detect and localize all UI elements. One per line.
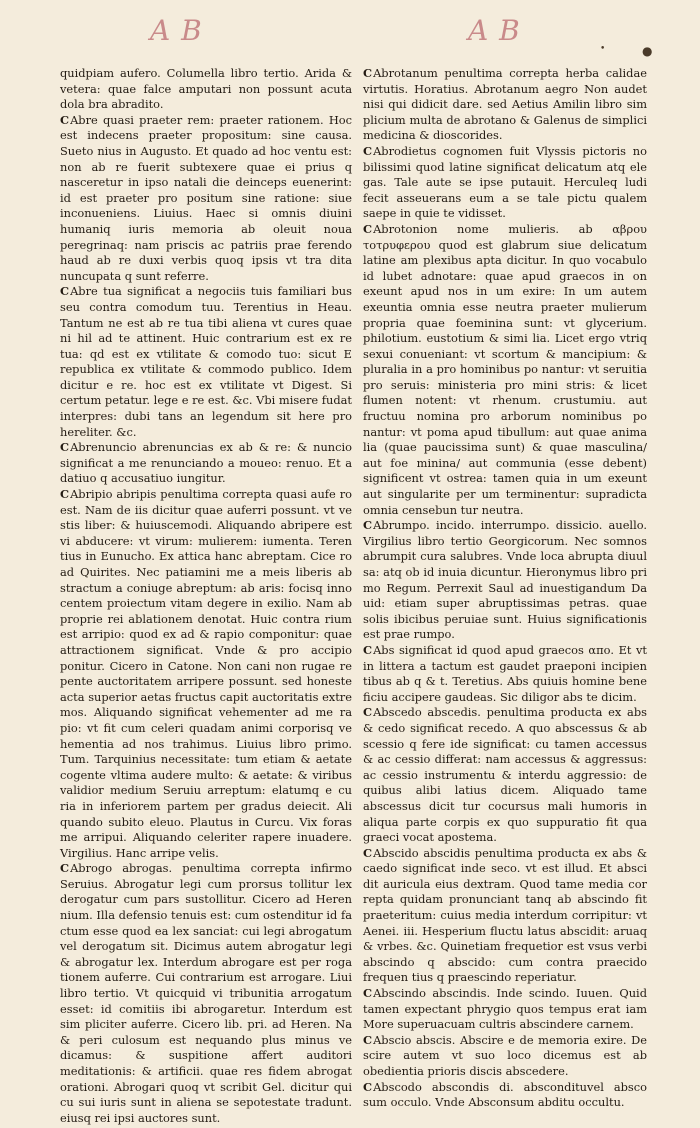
right-column (363, 66, 647, 1111)
paragraph-mark-icon: C (363, 986, 372, 1001)
paragraph: C Abscio abscis. Abscire e de memoria exire. De scire autem vt suo loco dicemus est ab obedientia prioris discis abscedere. (363, 1032, 647, 1078)
paragraph-mark-icon: C (363, 518, 372, 533)
paragraph-mark-icon: C (363, 221, 372, 236)
paragraph-mark-icon: C (363, 642, 372, 657)
paragraph: C Abre quasi praeter rem: praeter rationem. Hoc est indecens praeter propositum: sine causa. Sueto nius in Augusto. Et quado ad hoc ventu est: non ab re fuerit subtexere quae ei prius q nasceretur in ipso natali die deinceps euenerint: id est praeter pro positum sine ratione: siue inconueniens. Liuius. Haec si omnis diuini humaniq iuris memoria ab oleuit noua peregrinaq: nam priscis ac patriis prae ferendo haud ab re duxi verbis quoq ipsis vt tra dita nuncupata q sunt referre. (60, 112, 352, 283)
paragraph-mark-icon: C (363, 66, 372, 80)
paragraph-mark-icon: C (60, 284, 69, 299)
manuscript-annotation-left: A B (150, 14, 203, 47)
paragraph-mark-icon: C (60, 112, 69, 127)
left-column (60, 66, 352, 1126)
paragraph: C Abripio abripis penultima correpta quasi aufe ro est. Nam de iis dicitur quae auferri possunt. vt ve stis liber: & huiuscemodi. Aliquando abripere est vi abducere: vt virum: mulierem: iumenta. Teren tius in Eunucho. Ex attica hanc abreptam. Cice ro ad Quirites. Nec patiamini me a meis liberis ab stractum a coniuge abreptum: ab aris: focisq inno centem proiectum vitam degere in exilio. Nam ab proprie rei ablationem denotat. Huic contra rium est arripio: quod ex ad & rapio componitur: quae attractionem significat. Vnde & pro accipio ponitur. Cicero in Catone. Non cani non rugae re pente auctoritatem arripere possunt. sed honeste acta superior aetas fructus capit auctoritatis extre mos. Aliquando significat vehementer ad me ra pio: vt fit cum celeri quadam animi corporisq ve hementia ad nos trahimus. Liuius libro primo. Tum. Tarquinius necessitate: tum etiam & aetate cogente vltima audere multo: & aetate: & viribus validior medium Seruiu arreptum: elatumq e cu ria in inferiorem partem per gradus deiecit. Ali quando subito eleuo. Plautus in Curcu. Vix foras me arripui. Aliquando celeriter rapere inuadere. Virgilius. Hanc arripe velis. (60, 487, 352, 860)
paragraph: C Abrenuncio abrenuncias ex ab & re: & nuncio significat a me renunciando a moueo: renuo. Et a datiuo q accusatiuo iungitur. (60, 440, 352, 486)
ink-dot: • (600, 44, 606, 54)
paragraph: C Abrotanum penultima correpta herba calidae virtutis. Horatius. Abrotanum aegro Non audet nisi qui didicit dare. sed Aetius Amilin libro sim plicium multa de abrotano & Galenus de simplici medicina & dioscorides. (363, 66, 647, 143)
paragraph: C Abrotonion nome mulieris. ab αβρου τοτρυφερου quod est glabrum siue delicatum latine am plexibus apta dicitur. In quo vocabulo id lubet adnotare: quae apud graecos in on exeunt apud nos in um exire: In um autem exeuntia omnia esse neutra praeter mulierum propria quae foeminina sunt: vt glycerium. philotium. eustotium & simi lia. Licet ergo vtriq sexui conueniant: vt scortum & mancipium: & pluralia in a pro hominibus po nantur: vt seruitia pro seruis: ministeria pro mini stris: & licet flumen notent: vt rhenum. crustumiu. aut fructuu nomina pro arborum nominibus po nantur: vt poma apud tibullum: aut quae anima lia (quae paucissima sunt) & quae masculina/ aut foe minina/ aut communia (esse debent) significent vt ostrea: tamen quia in um exeunt aut singularite per um terminentur: supradicta omnia censebun tur neutra. (363, 221, 647, 517)
ink-spot: ● (642, 44, 653, 58)
paragraph: C Abs significat id quod apud graecos απο. Et vt in littera a tactum est gaudet praeponi incipien tibus ab q & t. Teretius. Abs quiuis homine bene ficiu accipere gaudeas. Sic diligor abs te dicim. (363, 642, 647, 704)
paragraph: C Abscodo abscondis di. abscondituvel absco sum occulo. Vnde Absconsum abditu occultu. (363, 1079, 647, 1110)
paragraph: C Abre tua significat a negociis tuis familiari bus seu contra comodum tuu. Terentius in Heau. Tantum ne est ab re tua tibi aliena vt cures quae ni hil ad te attinent. Huic contrarium est ex re tua: qd est ex vtilitate & comodo tuo: sicut E republica ex vtilitate & commodo publico. Idem dicitur e re. hoc est ex vtilitate vt Digest. Si certum petatur. lege e re est. &c. Vbi misere fudat interpres: dubi tans an legendum sit here pro hereliter. &c. (60, 284, 352, 439)
paragraph: quidpiam aufero. Columella libro tertio. Arida & vetera: quae falce amputari non possunt acuta dola bra abradito. (60, 66, 352, 112)
paragraph-mark-icon: C (363, 1032, 372, 1047)
paragraph-mark-icon: C (363, 1079, 372, 1094)
paragraph-mark-icon: C (60, 861, 69, 876)
paragraph: C Abscido abscidis penultima producta ex abs & caedo significat inde seco. vt est illud. Et absci dit auricula eius dextram. Quod tame media cor repta quidam pronunciant tanq ab abscindo fit praeteritum: cuius media interdum corripitur: vt Aenei. iii. Hesperium fluctu latus abscidit: aruaq & vrbes. &c. Quinetiam frequetior est vsus verbi abscindo q abscido: cum contra praecido frequen tius q praescindo reperiatur. (363, 845, 647, 985)
paragraph: C Abrumpo. incido. interrumpo. dissicio. auello. Virgilius libro tertio Georgicorum. Nec somnos abrumpit cura salubres. Vnde loca abrupta diuul sa: atq ob id inuia dicuntur. Hieronymus libro pri mo Regum. Perrexit Saul ad inuestigandum Da uid: etiam super abruptissimas petras. quae solis ibicibus peruiae sunt. Huius significationis est prae rumpo. (363, 518, 647, 642)
manuscript-annotation-right: A B (468, 14, 521, 47)
paragraph: C Abscedo abscedis. penultima producta ex abs & cedo significat recedo. A quo abscessus & ab scessio q fere ide significat: cu tamen accessus & ac cessio differat: nam accessus & aggressus: ac cessio instrumentu & interdu aggressio: de quibus alibi latius dicem. Aliquado tame abscessus dicit tur cocursus mali humoris in aliqua parte corpis ex quo suppuratio fit qua graeci vocat apostema. (363, 705, 647, 845)
paragraph-mark-icon: C (363, 845, 372, 860)
paragraph-mark-icon: C (60, 440, 69, 455)
paragraph: C Abrogo abrogas. penultima correpta infirmo Seruius. Abrogatur legi cum prorsus tollitur lex derogatur cum pars sustollitur. Cicero ad Heren nium. Illa defensio tenuis est: cum ostenditur id fa ctum esse quod ea lex sanciat: cui legi abrogatum vel derogatum sit. Dicimus autem abrogatur legi & abrogatur lex. Interdum abrogare est per roga tionem auferre. Cui contrarium est arrogare. Liui libro tertio. Vt quicquid vi tribunitia arrogatum esset: id comitiis ibi abrogaretur. Interdum est sim pliciter auferre. Cicero lib. pri. ad Heren. Na & peri culosum est nequando plus minus ve dicamus: & suspitione affert auditori meditationis: & artificii. quae res fidem abrogat orationi. Abrogari quoq vt scribit Gel. dicitur qui cu sui iuris sunt in aliena se sepotestate tradunt. eiusq rei ipsi auctores sunt. (60, 861, 352, 1125)
paragraph: C Abrodietus cognomen fuit Vlyssis pictoris no bilissimi quod latine significat delicatum atq ele gas. Tale aute se ipse putauit. Herculeq ludi fecit asseuerans eum a se tale pictu qualem saepe in quie te vidisset. (363, 143, 647, 221)
paragraph-mark-icon: C (363, 143, 372, 158)
paragraph: C Abscindo abscindis. Inde scindo. Iuuen. Quid tamen expectant phrygio quos tempus erat iam More superuacuam cultris abscindere carnem. (363, 986, 647, 1032)
paragraph-mark-icon: C (60, 487, 69, 502)
paragraph-mark-icon: C (363, 705, 372, 720)
